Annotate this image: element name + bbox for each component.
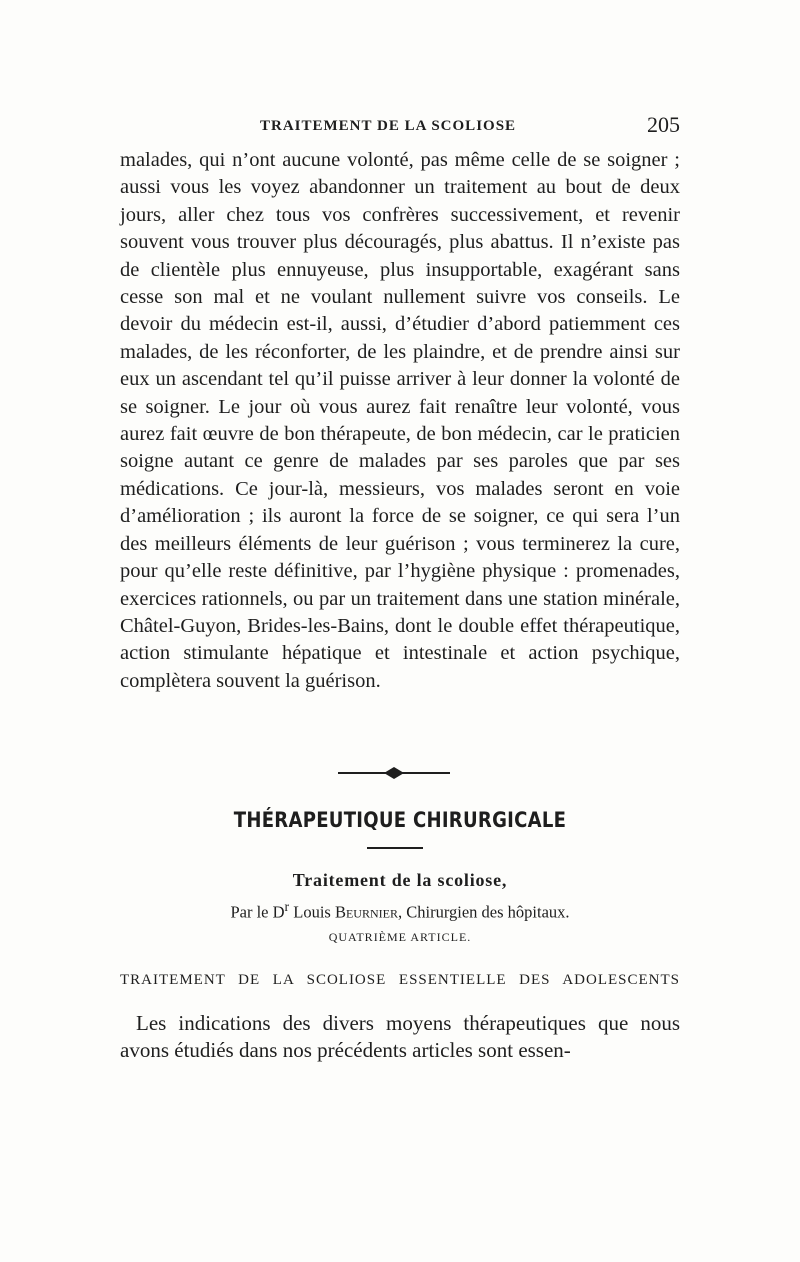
byline-prefix: Par le D (230, 902, 285, 922)
page-header (120, 112, 680, 142)
section-title: THÉRAPEUTIQUE CHIRURGICALE (233, 808, 567, 832)
short-rule (367, 847, 423, 849)
byline-first-name: Louis (293, 902, 331, 922)
body-paragraph: malades, qui n’ont aucune volonté, pas même celle de se soigner ; aussi vous les voyez abandonner un traitement au bout de deux jours, aller chez tous vos confrères successivement, et revenir souvent vous trouver plus découragés, plus abattus. Il n’existe pas de clientèle plus ennuyeuse, plus insupportable, exagérant sans cesse son mal et ne voulant nullement suivre vos conseils. Le devoir du médecin est-il, aussi, d’étudier d’abord patiemment ces malades, de les réconforter, de les plaindre, et de prendre ainsi sur eux un ascendant tel qu’il puisse arriver à leur donner la volonté de se soigner. Le jour où vous aurez fait renaître leur volonté, vous aurez fait œuvre de bon thérapeute, de bon médecin, car le praticien soigne autant ce genre de malades par ses paroles que par ses médications. Ce jour-là, messieurs, vos malades seront en voie d’amélioration ; ils auront la force de se soigner, ce qui sera l’un des meilleurs éléments de leur guérison ; vous terminerez la cure, pour qu’elle reste définitive, par l’hygiène physique : promenades, exercices rationnels, ou par un traitement dans une station minérale, Châtel-Guyon, Brides-les-Bains, dont le double effet thérapeutique, action stimulante hépatique et intestinale et action psychique, complètera souvent la guérison. (120, 149, 680, 692)
article-number: QUATRIÈME ARTICLE. (328, 930, 472, 944)
running-title: TRAITEMENT DE LA SCOLIOSE (260, 118, 517, 134)
second-paragraph: Les indications des divers moyens thérapeutiques que nous avons étudiés dans nos précédents articles sont essen- (120, 1011, 680, 1062)
section-divider-ornament (338, 765, 450, 781)
byline-surname: Beurnier (334, 902, 398, 922)
page-number: 205 (647, 112, 680, 137)
article-title: Traitement de la scoliose, (292, 870, 508, 890)
byline-superscript: r (284, 899, 290, 914)
subsection-title: TRAITEMENT DE LA SCOLIOSE ESSENTIELLE DES ADOLESCENTS (120, 972, 680, 988)
byline-suffix: , Chirurgien des hôpitaux. (397, 902, 570, 922)
byline (120, 899, 680, 923)
